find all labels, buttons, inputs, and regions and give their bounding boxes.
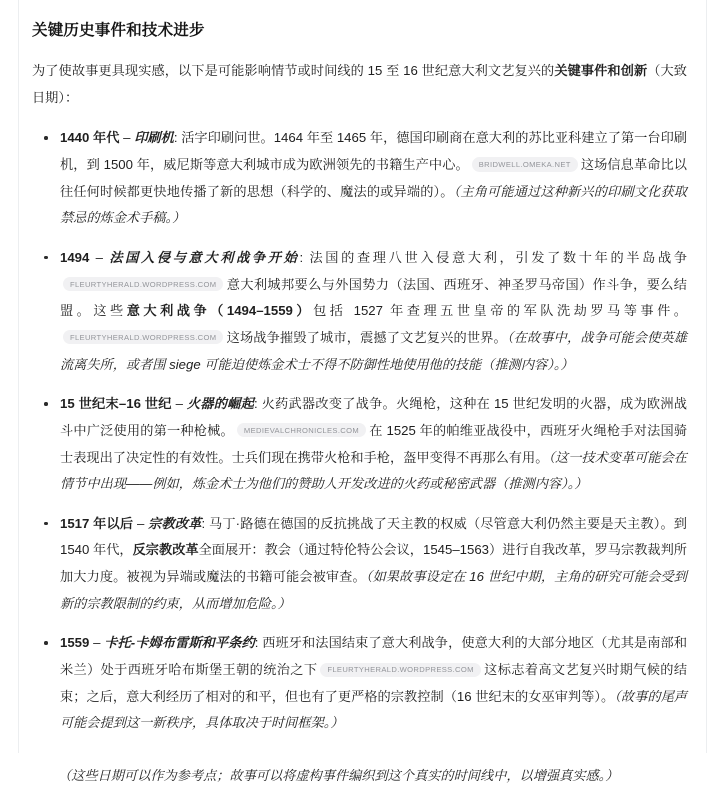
event-aside: （这一技术变革可能会在情节中出现——例如，炼金术士为他们的赞助人开发改进的火药或秘密武器（推测内容）。） <box>60 449 687 492</box>
event-term: 1559 <box>60 635 90 651</box>
closing-paragraph: （这些日期可以作为参考点；故事可以将虚构事件编织到这个真实的时间线中，以增强真实感。） <box>58 768 619 784</box>
event-aside: （故事的尾声可能会提到这一新秩序，具体取决于时间框架。） <box>60 688 687 731</box>
event-subject-separator: : <box>254 635 263 651</box>
events-list <box>32 125 687 737</box>
event-subject: 印刷机 <box>134 130 174 146</box>
event-aside: （在故事中，战争可能会使英雄流离失所，或者围 siege 可能迫使炼金术士不得不防御性地使用他的技能（推测内容）。） <box>60 329 687 372</box>
event-term: 1517 年以后 <box>60 515 134 531</box>
intro-text-part1: 为了使故事更具现实感，以下是可能影响情节或时间线的 15 至 16 世纪意大利文艺复兴的 <box>32 63 555 79</box>
citation-badge[interactable]: FLEURTYHERALD.WORDPRESS.COM <box>63 277 223 291</box>
citation-badge[interactable]: FLEURTYHERALD.WORDPRESS.COM <box>320 663 480 677</box>
event-subject-separator: : <box>173 130 182 146</box>
list-item-event-firearms <box>32 391 687 498</box>
event-subject-separator: : <box>254 396 262 412</box>
event-body-3: 包括 1527 年查理五世皇帝的军队洗劫罗马等事件。 <box>313 303 687 319</box>
event-subject: 卡托-卡姆布雷斯和平条约 <box>104 635 255 651</box>
event-subject: 宗教改革 <box>148 515 202 531</box>
event-subject: 火器的崛起 <box>186 396 255 412</box>
event-subject: 法国入侵与意大利战争开始 <box>109 249 300 265</box>
bullet-dot-icon <box>44 402 48 406</box>
event-aside: （如果故事设定在 16 世纪中期，主角的研究可能会受到新的宗教限制的约束，从而增加危险。） <box>60 569 687 611</box>
event-body-2: 这场信息革命比以往任何时候都更快地传播了新的思想（科学的、魔法的或异端的）。 <box>60 156 687 199</box>
event-term: 1440 年代 <box>60 130 120 146</box>
list-item-event-1517 <box>32 511 687 618</box>
event-dash: – <box>133 515 149 531</box>
event-body-2: 意大利城邦要么与外国势力（法国、西班牙、神圣罗马帝国）作斗争，要么结盟。这些 <box>60 276 687 319</box>
event-subject-separator: : <box>299 249 310 265</box>
event-body-1: 活字印刷问世。1464 年至 1465 年，德国印刷商在意大利的苏比亚科建立了第一台印刷机，到 1500 年，威尼斯等意大利城市成为欧洲领先的书籍生产中心。 <box>60 130 687 172</box>
list-item-event-1494 <box>32 245 687 378</box>
event-body-2: 全面展开：教会（通过特伦特公会议，1545–1563）进行自我改革，罗马宗教裁判所加大力度。被视为异端或魔法的书籍可能会被审查。 <box>60 542 687 585</box>
event-term: 15 世纪末–16 世纪 <box>60 396 172 412</box>
page-title: 关键历史事件和技术进步 <box>32 22 205 39</box>
event-body-1: 马丁·路德在德国的反抗挑战了天主教的权威（尽管意大利仍然主要是天主教）。到 1540 年代， <box>60 515 687 558</box>
event-dash: – <box>119 130 135 146</box>
event-body-1: 火药武器改变了战争。火绳枪，这种在 15 世纪发明的火器，成为欧洲战斗中广泛使用的第一种枪械。 <box>60 396 687 438</box>
intro-paragraph <box>32 58 687 111</box>
list-item-event-1559 <box>32 630 687 737</box>
bullet-dot-icon <box>44 641 48 645</box>
event-body-2: 在 1525 年的帕维亚战役中，西班牙火绳枪手对法国骑士表现出了决定性的有效性。士兵们现在携带火枪和手枪，盔甲变得不再那么有用。 <box>60 422 688 465</box>
event-term: 1494 <box>60 249 90 265</box>
event-body-1: 法国的查理八世入侵意大利，引发了数十年的半岛战争 <box>309 249 688 265</box>
bullet-dot-icon <box>44 136 48 140</box>
list-item-event-1440s <box>32 125 687 232</box>
citation-badge[interactable]: BRIDWELL.OMEKA.NET <box>472 157 578 171</box>
event-bold-1: 反宗教改革 <box>132 542 199 558</box>
event-body-4: 这场战争摧毁了城市，震撼了文艺复兴的世界。 <box>226 329 507 345</box>
event-dash: – <box>89 249 110 265</box>
intro-text-bold: 关键事件和创新 <box>554 63 648 79</box>
intro-text-part2: （大致日期）： <box>32 63 687 105</box>
event-dash: – <box>171 396 187 412</box>
event-dash: – <box>89 635 105 651</box>
bullet-dot-icon <box>44 522 48 526</box>
event-subject-separator: : <box>201 515 209 531</box>
citation-badge[interactable]: MEDIEVALCHRONICLES.COM <box>237 423 366 437</box>
citation-badge[interactable]: FLEURTYHERALD.WORDPRESS.COM <box>63 330 223 344</box>
event-body-1: 西班牙和法国结束了意大利战争，使意大利的大部分地区（尤其是南部和米兰）处于西班牙哈布斯堡王朝的统治之下 <box>60 635 688 678</box>
event-body-2: 这标志着高文艺复兴时期气候的结束；之后，意大利经历了相对的和平，但也有了更严格的宗教控制（16 世纪末的女巫审判等）。 <box>60 662 688 704</box>
event-aside: （主角可能通过这种新兴的印刷文化获取禁忌的炼金术手稿。） <box>60 183 687 226</box>
bullet-dot-icon <box>44 256 48 260</box>
event-bold-1: 意大利战争（1494–1559） <box>126 303 314 319</box>
